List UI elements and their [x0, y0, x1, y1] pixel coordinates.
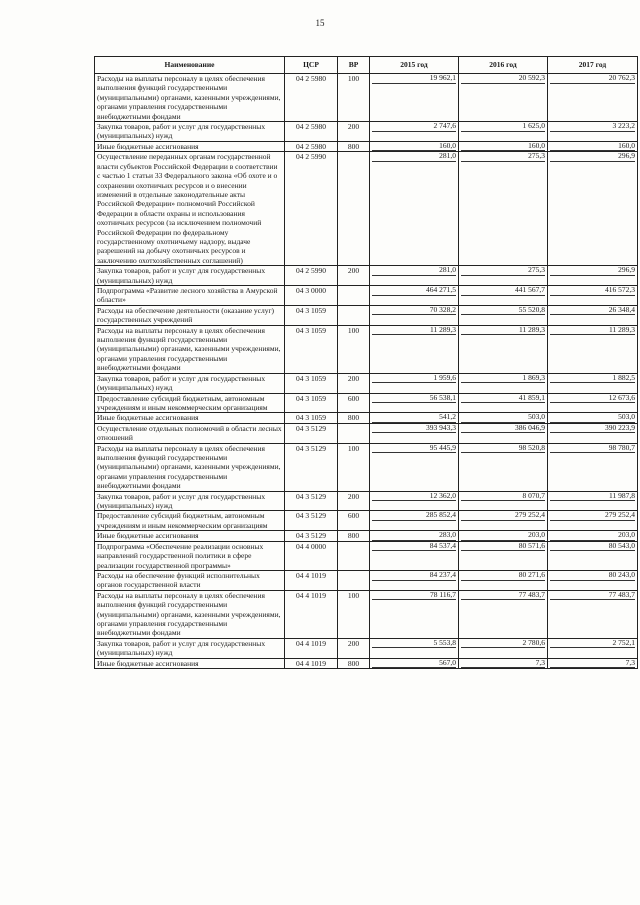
row-vr: 600: [338, 511, 370, 531]
row-2017: 11 987,8: [550, 492, 635, 502]
row-2015-cell: [370, 531, 459, 542]
row-2017-cell: [548, 531, 638, 542]
row-2015-cell: [370, 658, 459, 669]
row-2016-cell: [459, 393, 548, 413]
row-2015: 84 537,4: [372, 542, 456, 552]
table-row: [95, 423, 638, 443]
row-csr: 04 2 5980: [285, 122, 338, 142]
row-2017: 80 243,0: [550, 571, 635, 581]
row-2017-cell: [548, 658, 638, 669]
row-2015-cell: [370, 152, 459, 266]
row-csr: 04 4 0000: [285, 541, 338, 570]
row-2017-cell: [548, 266, 638, 286]
row-vr: 800: [338, 141, 370, 152]
row-2016-cell: [459, 266, 548, 286]
row-name: Осуществление переданных органам государственной власти субъектов Российской Федерации в соответствии с частью 1 статьи 33 Федерального закона «Об охоте и о сохранении охотничьих ресурсов и о внесении изменений в отдельные законодательные акты Российской Федерации» полномочий Российской Федерации в области охраны и использования охотничьих ресурсов (за исключением полномочий Российской Федерации по федеральному государственному охотничьему надзору, выдаче разрешений на добычу охотничьих ресурсов и заключению охотхозяйственных соглашений): [95, 152, 285, 266]
row-vr: 100: [338, 443, 370, 491]
row-name: Расходы на обеспечение функций исполнительных органов государственной власти: [95, 571, 285, 591]
budget-table: [94, 56, 638, 669]
row-2016: 275,3: [461, 266, 545, 276]
row-csr: 04 3 5129: [285, 491, 338, 511]
row-vr: 200: [338, 266, 370, 286]
row-2017-cell: [548, 590, 638, 638]
header-name: Наименование: [95, 57, 285, 74]
row-name: Предоставление субсидий бюджетным, автономным учреждениям и иным некоммерческим организациям: [95, 511, 285, 531]
row-name: Расходы на обеспечение деятельности (оказание услуг) государственных учреждений: [95, 305, 285, 325]
row-2015-cell: [370, 286, 459, 306]
row-2015-cell: [370, 638, 459, 658]
row-2017-cell: [548, 541, 638, 570]
row-2016: 279 252,4: [461, 511, 545, 521]
table-row: [95, 413, 638, 424]
header-2015: 2015 год: [370, 57, 459, 74]
row-csr: 04 3 5129: [285, 511, 338, 531]
row-vr: 800: [338, 658, 370, 669]
row-csr: 04 2 5980: [285, 74, 338, 122]
row-2015-cell: [370, 541, 459, 570]
table-row: [95, 590, 638, 638]
row-2015-cell: [370, 423, 459, 443]
table-row: [95, 141, 638, 152]
row-csr: 04 3 1059: [285, 325, 338, 373]
row-vr: 600: [338, 393, 370, 413]
row-csr: 04 3 5129: [285, 423, 338, 443]
row-csr: 04 4 1019: [285, 638, 338, 658]
table-row: [95, 286, 638, 306]
page-number: 15: [315, 18, 325, 28]
row-vr: [338, 571, 370, 591]
row-vr: 100: [338, 590, 370, 638]
table-row: [95, 658, 638, 669]
table-row: [95, 74, 638, 122]
row-2016: 203,0: [461, 531, 545, 541]
row-2015: 285 852,4: [372, 511, 456, 521]
row-2016: 77 483,7: [461, 591, 545, 601]
row-name: Закупка товаров, работ и услуг для государственных (муниципальных) нужд: [95, 373, 285, 393]
row-2015: 160,0: [372, 142, 456, 152]
row-2016: 2 780,6: [461, 639, 545, 649]
table-row: [95, 373, 638, 393]
row-vr: 800: [338, 413, 370, 424]
row-2015: 567,0: [372, 659, 456, 669]
row-2017-cell: [548, 511, 638, 531]
row-2017: 2 752,1: [550, 639, 635, 649]
row-name: Расходы на выплаты персоналу в целях обеспечения выполнения функций государственными (муниципальными) органами, казенными учреждениями, органами управления государственными внебюджетными фондами: [95, 590, 285, 638]
row-vr: 200: [338, 122, 370, 142]
row-vr: 100: [338, 74, 370, 122]
row-2017: 11 289,3: [550, 326, 635, 336]
table-row: [95, 266, 638, 286]
row-2017: 390 223,9: [550, 424, 635, 434]
row-2015: 70 328,2: [372, 306, 456, 316]
row-2016-cell: [459, 638, 548, 658]
row-2015-cell: [370, 413, 459, 424]
row-name: Закупка товаров, работ и услуг для государственных (муниципальных) нужд: [95, 122, 285, 142]
row-2016: 503,0: [461, 413, 545, 423]
row-2016: 441 567,7: [461, 286, 545, 296]
row-2017: 3 223,2: [550, 122, 635, 132]
row-2017: 416 572,3: [550, 286, 635, 296]
table-row: [95, 571, 638, 591]
row-2015: 84 237,4: [372, 571, 456, 581]
row-2016: 20 592,3: [461, 74, 545, 84]
row-vr: [338, 305, 370, 325]
row-2016-cell: [459, 122, 548, 142]
row-name: Иные бюджетные ассигнования: [95, 413, 285, 424]
table-row: [95, 305, 638, 325]
table-row: [95, 152, 638, 266]
row-name: Расходы на выплаты персоналу в целях обеспечения выполнения функций государственными (муниципальными) органами, казенными учреждениями, органами управления государственными внебюджетными фондами: [95, 325, 285, 373]
row-csr: 04 3 1059: [285, 305, 338, 325]
row-2015-cell: [370, 266, 459, 286]
row-2017-cell: [548, 141, 638, 152]
row-vr: [338, 423, 370, 443]
row-vr: [338, 152, 370, 266]
row-2017: 503,0: [550, 413, 635, 423]
row-2016-cell: [459, 373, 548, 393]
table-row: [95, 325, 638, 373]
row-2016-cell: [459, 590, 548, 638]
row-2016-cell: [459, 423, 548, 443]
row-2016-cell: [459, 152, 548, 266]
row-2017: 203,0: [550, 531, 635, 541]
table-row: [95, 638, 638, 658]
row-csr: 04 4 1019: [285, 590, 338, 638]
row-2015: 1 959,6: [372, 374, 456, 384]
row-2016: 41 859,1: [461, 394, 545, 404]
row-csr: 04 2 5980: [285, 141, 338, 152]
row-2017-cell: [548, 286, 638, 306]
row-2017: 26 348,4: [550, 306, 635, 316]
row-vr: [338, 541, 370, 570]
row-2016: 160,0: [461, 142, 545, 152]
row-2015: 541,2: [372, 413, 456, 423]
row-2016: 1 625,0: [461, 122, 545, 132]
row-2017-cell: [548, 393, 638, 413]
row-2017: 279 252,4: [550, 511, 635, 521]
row-name: Расходы на выплаты персоналу в целях обеспечения выполнения функций государственными (муниципальными) органами, казенными учреждениями, органами управления государственными внебюджетными фондами: [95, 443, 285, 491]
row-2015: 2 747,6: [372, 122, 456, 132]
row-2017-cell: [548, 638, 638, 658]
row-name: Осуществление отдельных полномочий в области лесных отношений: [95, 423, 285, 443]
row-name: Иные бюджетные ассигнования: [95, 141, 285, 152]
row-2017-cell: [548, 373, 638, 393]
row-2016-cell: [459, 325, 548, 373]
row-2017-cell: [548, 122, 638, 142]
row-2016: 7,3: [461, 659, 545, 669]
row-csr: 04 3 5129: [285, 531, 338, 542]
row-2017-cell: [548, 423, 638, 443]
row-2015-cell: [370, 325, 459, 373]
row-2015-cell: [370, 443, 459, 491]
row-2015: 281,0: [372, 266, 456, 276]
row-2016: 8 070,7: [461, 492, 545, 502]
row-vr: 200: [338, 638, 370, 658]
row-2016: 11 289,3: [461, 326, 545, 336]
header-2017: 2017 год: [548, 57, 638, 74]
row-csr: 04 3 1059: [285, 373, 338, 393]
row-vr: 100: [338, 325, 370, 373]
row-name: Иные бюджетные ассигнования: [95, 658, 285, 669]
row-2015: 281,0: [372, 152, 456, 162]
table-row: [95, 393, 638, 413]
row-name: Предоставление субсидий бюджетным, автономным учреждениям и иным некоммерческим организациям: [95, 393, 285, 413]
row-2016: 98 520,8: [461, 444, 545, 454]
row-2016: 80 571,6: [461, 542, 545, 552]
row-name: Закупка товаров, работ и услуг для государственных (муниципальных) нужд: [95, 491, 285, 511]
row-2017: 296,9: [550, 152, 635, 162]
row-2016-cell: [459, 413, 548, 424]
row-2017-cell: [548, 443, 638, 491]
row-csr: 04 3 1059: [285, 393, 338, 413]
row-2015-cell: [370, 571, 459, 591]
row-2016: 386 046,9: [461, 424, 545, 434]
row-csr: 04 3 5129: [285, 443, 338, 491]
row-2016-cell: [459, 141, 548, 152]
row-2015-cell: [370, 122, 459, 142]
row-csr: 04 3 1059: [285, 413, 338, 424]
row-vr: 200: [338, 491, 370, 511]
row-2016: 1 869,3: [461, 374, 545, 384]
row-2015-cell: [370, 305, 459, 325]
row-csr: 04 3 0000: [285, 286, 338, 306]
row-2015: 5 553,8: [372, 639, 456, 649]
row-2017-cell: [548, 491, 638, 511]
row-csr: 04 2 5990: [285, 266, 338, 286]
row-2016-cell: [459, 443, 548, 491]
row-2015: 78 116,7: [372, 591, 456, 601]
row-2017-cell: [548, 413, 638, 424]
row-2015-cell: [370, 393, 459, 413]
row-2017-cell: [548, 74, 638, 122]
row-2017: 160,0: [550, 142, 635, 152]
row-vr: [338, 286, 370, 306]
row-2017: 1 882,5: [550, 374, 635, 384]
table-row: [95, 491, 638, 511]
row-2015-cell: [370, 373, 459, 393]
row-2017-cell: [548, 152, 638, 266]
row-2016-cell: [459, 511, 548, 531]
table-row: [95, 443, 638, 491]
row-2017: 12 673,6: [550, 394, 635, 404]
row-2016-cell: [459, 286, 548, 306]
row-2015-cell: [370, 511, 459, 531]
row-2015: 283,0: [372, 531, 456, 541]
header-csr: ЦСР: [285, 57, 338, 74]
row-2015-cell: [370, 74, 459, 122]
row-2016-cell: [459, 541, 548, 570]
table-row: [95, 541, 638, 570]
row-2017-cell: [548, 305, 638, 325]
row-name: Закупка товаров, работ и услуг для государственных (муниципальных) нужд: [95, 638, 285, 658]
row-2016: 80 271,6: [461, 571, 545, 581]
row-2017: 77 483,7: [550, 591, 635, 601]
row-2016-cell: [459, 491, 548, 511]
row-2017-cell: [548, 571, 638, 591]
row-2016-cell: [459, 74, 548, 122]
row-csr: 04 4 1019: [285, 571, 338, 591]
row-name: Расходы на выплаты персоналу в целях обеспечения выполнения функций государственными (муниципальными) органами, казенными учреждениями, органами управления государственными внебюджетными фондами: [95, 74, 285, 122]
row-csr: 04 2 5990: [285, 152, 338, 266]
header-vr: ВР: [338, 57, 370, 74]
row-2016-cell: [459, 658, 548, 669]
row-2015: 464 271,5: [372, 286, 456, 296]
row-2015: 56 538,1: [372, 394, 456, 404]
row-name: Закупка товаров, работ и услуг для государственных (муниципальных) нужд: [95, 266, 285, 286]
row-2017: 80 543,0: [550, 542, 635, 552]
row-2015: 95 445,9: [372, 444, 456, 454]
row-2017: 7,3: [550, 659, 635, 669]
table-row: [95, 531, 638, 542]
row-2015-cell: [370, 491, 459, 511]
row-2016-cell: [459, 531, 548, 542]
row-vr: 800: [338, 531, 370, 542]
table-row: [95, 122, 638, 142]
row-2015: 19 962,1: [372, 74, 456, 84]
row-name: Подпрограмма «Обеспечение реализации основных направлений государственной политики в сфере реализации государственной программы»: [95, 541, 285, 570]
table-row: [95, 511, 638, 531]
row-2015: 393 943,3: [372, 424, 456, 434]
row-2017: 296,9: [550, 266, 635, 276]
row-2017: 98 780,7: [550, 444, 635, 454]
row-2017-cell: [548, 325, 638, 373]
row-2015: 11 289,3: [372, 326, 456, 336]
table-header-row: [95, 57, 638, 74]
row-name: Иные бюджетные ассигнования: [95, 531, 285, 542]
row-2016: 275,3: [461, 152, 545, 162]
row-2016-cell: [459, 571, 548, 591]
row-2017: 20 762,3: [550, 74, 635, 84]
row-vr: 200: [338, 373, 370, 393]
row-csr: 04 4 1019: [285, 658, 338, 669]
row-2016-cell: [459, 305, 548, 325]
row-2016: 55 520,8: [461, 306, 545, 316]
row-name: Подпрограмма «Развитие лесного хозяйства в Амурской области»: [95, 286, 285, 306]
header-2016: 2016 год: [459, 57, 548, 74]
row-2015-cell: [370, 590, 459, 638]
row-2015: 12 362,0: [372, 492, 456, 502]
row-2015-cell: [370, 141, 459, 152]
